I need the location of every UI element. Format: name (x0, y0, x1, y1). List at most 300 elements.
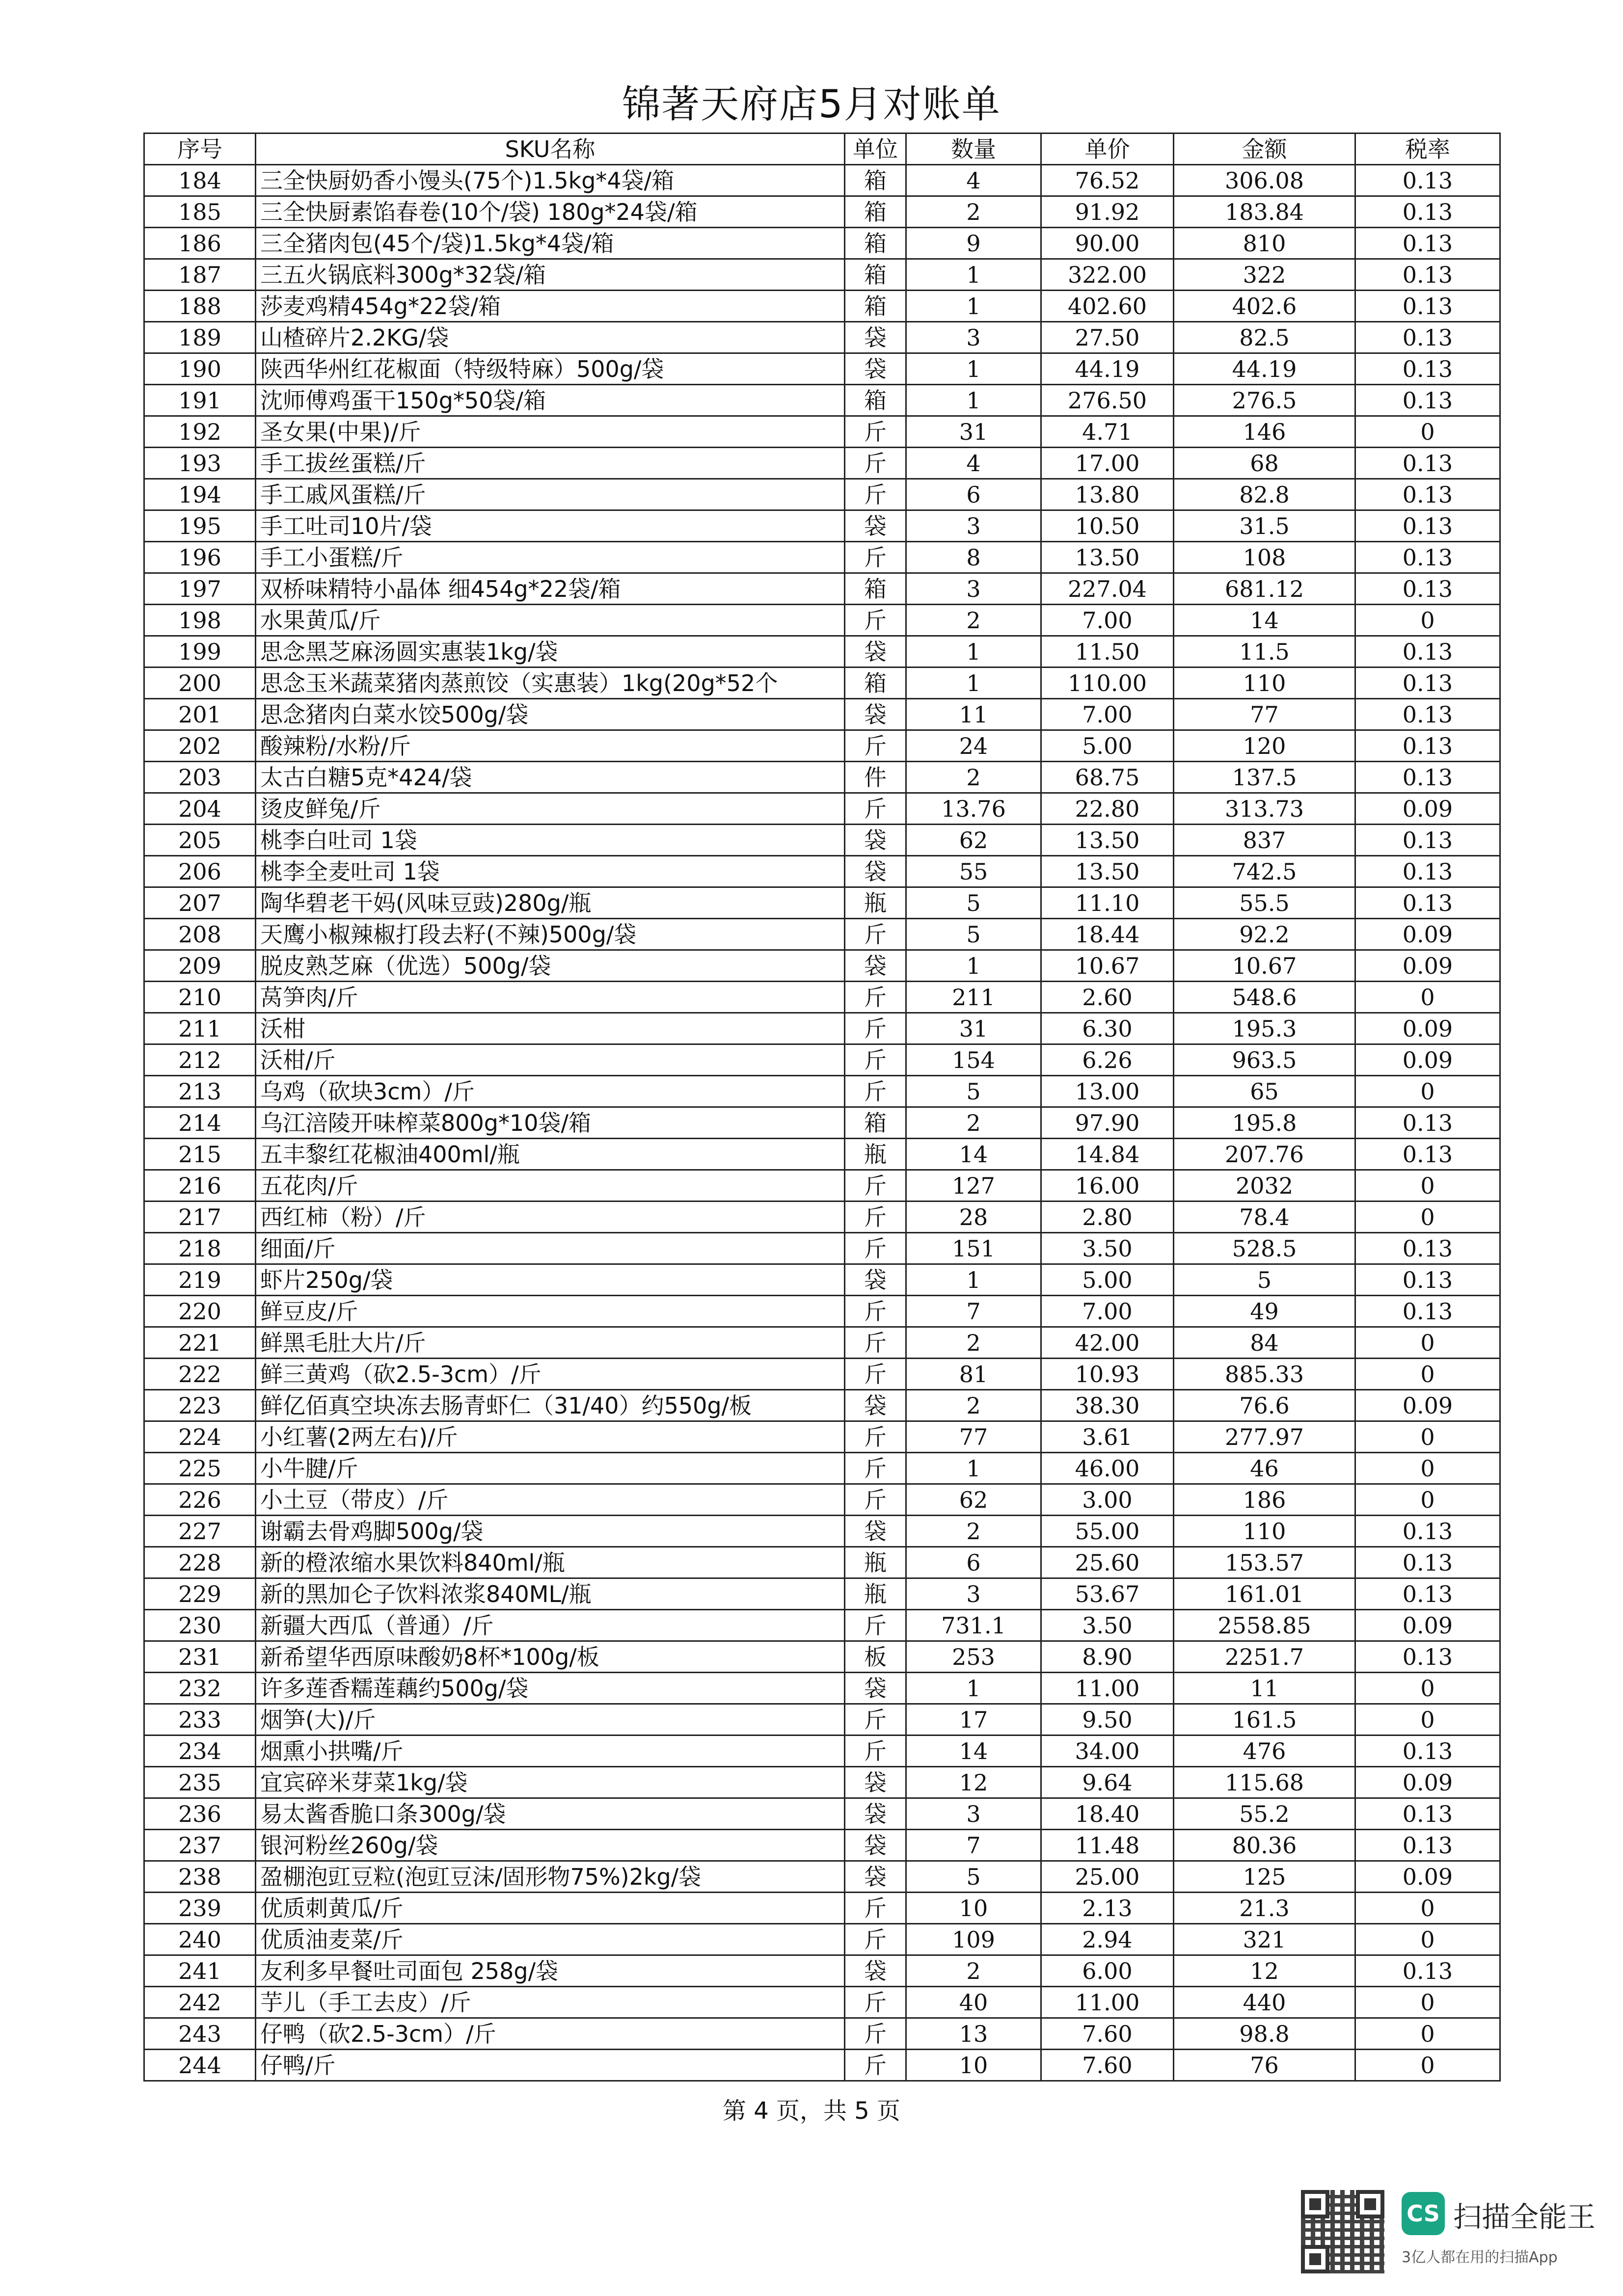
cell-quantity: 9 (906, 228, 1041, 259)
cell-tax-rate: 0.13 (1355, 448, 1500, 479)
table-row (144, 1987, 1500, 2018)
cell-tax-rate: 0 (1355, 2050, 1500, 2081)
cell-tax-rate: 0.13 (1355, 730, 1500, 762)
table-row (144, 228, 1500, 259)
table-row (144, 353, 1500, 385)
cell-amount: 195.8 (1174, 1107, 1355, 1139)
cell-tax-rate: 0.13 (1355, 1233, 1500, 1264)
cell-sku-name: 三五火锅底料300g*32袋/箱 (256, 259, 845, 291)
cell-seq: 228 (144, 1547, 256, 1578)
cell-seq: 209 (144, 950, 256, 982)
cell-tax-rate: 0 (1355, 416, 1500, 448)
cell-amount: 77 (1174, 699, 1355, 730)
cell-seq: 236 (144, 1798, 256, 1830)
cell-sku-name: 脱皮熟芝麻（优选）500g/袋 (256, 950, 845, 982)
cell-sku-name: 桃李全麦吐司 1袋 (256, 856, 845, 887)
cell-amount: 528.5 (1174, 1233, 1355, 1264)
table-row (144, 1830, 1500, 1861)
cell-tax-rate: 0 (1355, 1893, 1500, 1924)
cell-unit-price: 6.30 (1041, 1013, 1174, 1044)
cell-unit-price: 25.60 (1041, 1547, 1174, 1578)
cell-quantity: 8 (906, 542, 1041, 573)
cell-amount: 14 (1174, 605, 1355, 636)
cell-sku-name: 优质油麦菜/斤 (256, 1924, 845, 1955)
cell-seq: 243 (144, 2018, 256, 2050)
cell-unit: 斤 (845, 2050, 906, 2081)
cell-quantity: 13 (906, 2018, 1041, 2050)
cell-seq: 206 (144, 856, 256, 887)
table-row (144, 762, 1500, 793)
cell-amount: 161.01 (1174, 1578, 1355, 1610)
cell-unit: 袋 (845, 825, 906, 856)
column-header-amount: 金额 (1174, 133, 1355, 165)
cell-sku-name: 乌鸡（砍块3cm）/斤 (256, 1076, 845, 1107)
cell-amount: 46 (1174, 1453, 1355, 1484)
table-header-row (144, 133, 1500, 165)
cell-sku-name: 烫皮鲜兔/斤 (256, 793, 845, 825)
cell-seq: 201 (144, 699, 256, 730)
cell-tax-rate: 0 (1355, 1170, 1500, 1201)
cell-unit-price: 7.60 (1041, 2050, 1174, 2081)
cell-seq: 244 (144, 2050, 256, 2081)
cell-sku-name: 思念猪肉白菜水饺500g/袋 (256, 699, 845, 730)
cell-seq: 189 (144, 322, 256, 353)
cell-seq: 211 (144, 1013, 256, 1044)
cell-amount: 120 (1174, 730, 1355, 762)
cell-unit: 瓶 (845, 887, 906, 919)
cell-unit-price: 7.00 (1041, 1296, 1174, 1327)
camscanner-logo-icon: CS (1402, 2192, 1445, 2235)
cell-unit: 斤 (845, 730, 906, 762)
cell-quantity: 3 (906, 1798, 1041, 1830)
cell-unit-price: 46.00 (1041, 1453, 1174, 1484)
cell-unit-price: 55.00 (1041, 1516, 1174, 1547)
cell-amount: 92.2 (1174, 919, 1355, 950)
table-row (144, 1893, 1500, 1924)
cell-unit-price: 68.75 (1041, 762, 1174, 793)
cell-tax-rate: 0.13 (1355, 322, 1500, 353)
cell-amount: 84 (1174, 1327, 1355, 1359)
cell-unit: 斤 (845, 1296, 906, 1327)
cell-tax-rate: 0.13 (1355, 887, 1500, 919)
cell-seq: 215 (144, 1139, 256, 1170)
cell-unit: 箱 (845, 1107, 906, 1139)
cell-tax-rate: 0.09 (1355, 1610, 1500, 1641)
cell-seq: 229 (144, 1578, 256, 1610)
cell-unit: 袋 (845, 636, 906, 667)
cell-unit-price: 76.52 (1041, 165, 1174, 196)
cell-amount: 837 (1174, 825, 1355, 856)
cell-unit-price: 90.00 (1041, 228, 1174, 259)
cell-tax-rate: 0.13 (1355, 762, 1500, 793)
cell-unit-price: 13.50 (1041, 542, 1174, 573)
cell-sku-name: 优质刺黄瓜/斤 (256, 1893, 845, 1924)
cell-quantity: 3 (906, 1578, 1041, 1610)
table-row (144, 730, 1500, 762)
cell-unit-price: 2.60 (1041, 982, 1174, 1013)
table-row (144, 2050, 1500, 2081)
cell-unit: 斤 (845, 2018, 906, 2050)
cell-seq: 225 (144, 1453, 256, 1484)
cell-quantity: 5 (906, 1861, 1041, 1893)
table-row (144, 887, 1500, 919)
cell-unit: 瓶 (845, 1547, 906, 1578)
cell-quantity: 81 (906, 1359, 1041, 1390)
cell-unit: 袋 (845, 322, 906, 353)
cell-unit: 瓶 (845, 1578, 906, 1610)
cell-sku-name: 酸辣粉/水粉/斤 (256, 730, 845, 762)
cell-tax-rate: 0.13 (1355, 1641, 1500, 1673)
page-title: 锦著天府店5月对账单 (622, 82, 1001, 127)
table-row (144, 1924, 1500, 1955)
cell-unit: 斤 (845, 1359, 906, 1390)
cell-quantity: 10 (906, 2050, 1041, 2081)
cell-seq: 218 (144, 1233, 256, 1264)
cell-quantity: 2 (906, 1955, 1041, 1987)
table-row (144, 856, 1500, 887)
cell-unit-price: 276.50 (1041, 385, 1174, 416)
cell-sku-name: 新的橙浓缩水果饮料840ml/瓶 (256, 1547, 845, 1578)
cell-sku-name: 五花肉/斤 (256, 1170, 845, 1201)
table-row (144, 1201, 1500, 1233)
cell-quantity: 6 (906, 1547, 1041, 1578)
cell-unit-price: 6.00 (1041, 1955, 1174, 1987)
cell-quantity: 40 (906, 1987, 1041, 2018)
table-row (144, 1453, 1500, 1484)
cell-unit-price: 11.50 (1041, 636, 1174, 667)
cell-seq: 200 (144, 667, 256, 699)
cell-amount: 440 (1174, 1987, 1355, 2018)
cell-quantity: 2 (906, 1516, 1041, 1547)
cell-unit-price: 53.67 (1041, 1578, 1174, 1610)
cell-tax-rate: 0.13 (1355, 165, 1500, 196)
cell-sku-name: 太古白糖5克*424/袋 (256, 762, 845, 793)
cell-amount: 55.2 (1174, 1798, 1355, 1830)
cell-sku-name: 天鹰小椒辣椒打段去籽(不辣)500g/袋 (256, 919, 845, 950)
table-row (144, 479, 1500, 510)
cell-amount: 65 (1174, 1076, 1355, 1107)
table-row (144, 1484, 1500, 1516)
cell-seq: 219 (144, 1264, 256, 1296)
table-row (144, 1610, 1500, 1641)
cell-tax-rate: 0 (1355, 1453, 1500, 1484)
cell-seq: 221 (144, 1327, 256, 1359)
cell-amount: 98.8 (1174, 2018, 1355, 2050)
cell-seq: 232 (144, 1673, 256, 1704)
cell-unit: 斤 (845, 542, 906, 573)
cell-unit: 斤 (845, 1704, 906, 1735)
column-header-sku-name: SKU名称 (256, 133, 845, 165)
cell-tax-rate: 0.13 (1355, 479, 1500, 510)
cell-quantity: 1 (906, 1673, 1041, 1704)
table-row (144, 1798, 1500, 1830)
cell-unit: 袋 (845, 1264, 906, 1296)
cell-unit-price: 42.00 (1041, 1327, 1174, 1359)
cell-tax-rate: 0.13 (1355, 510, 1500, 542)
cell-unit-price: 9.50 (1041, 1704, 1174, 1735)
cell-tax-rate: 0.13 (1355, 1296, 1500, 1327)
cell-seq: 205 (144, 825, 256, 856)
cell-unit-price: 5.00 (1041, 1264, 1174, 1296)
cell-sku-name: 思念黑芝麻汤圆实惠装1kg/袋 (256, 636, 845, 667)
cell-unit-price: 10.93 (1041, 1359, 1174, 1390)
cell-unit: 箱 (845, 196, 906, 228)
cell-sku-name: 圣女果(中果)/斤 (256, 416, 845, 448)
table-row (144, 825, 1500, 856)
cell-unit-price: 110.00 (1041, 667, 1174, 699)
table-row (144, 1390, 1500, 1421)
cell-unit: 袋 (845, 1861, 906, 1893)
cell-unit-price: 10.67 (1041, 950, 1174, 982)
cell-unit-price: 3.50 (1041, 1610, 1174, 1641)
cell-sku-name: 鲜三黄鸡（砍2.5-3cm）/斤 (256, 1359, 845, 1390)
cell-amount: 742.5 (1174, 856, 1355, 887)
cell-unit: 袋 (845, 1955, 906, 1987)
cell-unit-price: 10.50 (1041, 510, 1174, 542)
cell-unit: 斤 (845, 1893, 906, 1924)
cell-unit: 袋 (845, 510, 906, 542)
cell-quantity: 5 (906, 1076, 1041, 1107)
cell-quantity: 109 (906, 1924, 1041, 1955)
cell-quantity: 1 (906, 667, 1041, 699)
cell-amount: 76.6 (1174, 1390, 1355, 1421)
table-row (144, 667, 1500, 699)
cell-unit-price: 11.10 (1041, 887, 1174, 919)
cell-amount: 963.5 (1174, 1044, 1355, 1076)
cell-sku-name: 三全快厨奶香小馒头(75个)1.5kg*4袋/箱 (256, 165, 845, 196)
cell-unit-price: 402.60 (1041, 291, 1174, 322)
cell-seq: 220 (144, 1296, 256, 1327)
cell-sku-name: 山楂碎片2.2KG/袋 (256, 322, 845, 353)
cell-sku-name: 陶华碧老干妈(风味豆豉)280g/瓶 (256, 887, 845, 919)
cell-unit: 斤 (845, 605, 906, 636)
cell-seq: 227 (144, 1516, 256, 1547)
cell-quantity: 2 (906, 1107, 1041, 1139)
cell-tax-rate: 0.09 (1355, 1767, 1500, 1798)
cell-amount: 82.8 (1174, 479, 1355, 510)
cell-sku-name: 水果黄瓜/斤 (256, 605, 845, 636)
cell-sku-name: 仔鸭/斤 (256, 2050, 845, 2081)
cell-sku-name: 鲜豆皮/斤 (256, 1296, 845, 1327)
cell-amount: 476 (1174, 1735, 1355, 1767)
cell-quantity: 24 (906, 730, 1041, 762)
cell-seq: 188 (144, 291, 256, 322)
cell-seq: 190 (144, 353, 256, 385)
cell-quantity: 127 (906, 1170, 1041, 1201)
table-row (144, 1076, 1500, 1107)
cell-sku-name: 友利多早餐吐司面包 258g/袋 (256, 1955, 845, 1987)
cell-seq: 187 (144, 259, 256, 291)
cell-sku-name: 莴笋肉/斤 (256, 982, 845, 1013)
cell-seq: 197 (144, 573, 256, 605)
cell-unit: 斤 (845, 1170, 906, 1201)
cell-tax-rate: 0 (1355, 1673, 1500, 1704)
cell-tax-rate: 0.13 (1355, 1139, 1500, 1170)
cell-amount: 2251.7 (1174, 1641, 1355, 1673)
cell-seq: 208 (144, 919, 256, 950)
cell-tax-rate: 0.09 (1355, 919, 1500, 950)
cell-amount: 313.73 (1174, 793, 1355, 825)
cell-tax-rate: 0 (1355, 1704, 1500, 1735)
cell-tax-rate: 0.13 (1355, 196, 1500, 228)
cell-amount: 115.68 (1174, 1767, 1355, 1798)
table-row (144, 322, 1500, 353)
cell-quantity: 211 (906, 982, 1041, 1013)
cell-unit-price: 18.40 (1041, 1798, 1174, 1830)
cell-sku-name: 沃柑 (256, 1013, 845, 1044)
cell-sku-name: 虾片250g/袋 (256, 1264, 845, 1296)
cell-seq: 223 (144, 1390, 256, 1421)
cell-seq: 238 (144, 1861, 256, 1893)
cell-quantity: 2 (906, 762, 1041, 793)
cell-unit-price: 6.26 (1041, 1044, 1174, 1076)
cell-unit: 箱 (845, 291, 906, 322)
cell-unit-price: 7.00 (1041, 699, 1174, 730)
table-row (144, 416, 1500, 448)
table-row (144, 1044, 1500, 1076)
cell-tax-rate: 0 (1355, 605, 1500, 636)
cell-tax-rate: 0.13 (1355, 856, 1500, 887)
cell-unit-price: 22.80 (1041, 793, 1174, 825)
cell-sku-name: 双桥味精特小晶体 细454g*22袋/箱 (256, 573, 845, 605)
cell-unit: 箱 (845, 573, 906, 605)
cell-amount: 80.36 (1174, 1830, 1355, 1861)
table-row (144, 1704, 1500, 1735)
cell-amount: 2558.85 (1174, 1610, 1355, 1641)
cell-unit: 斤 (845, 1013, 906, 1044)
cell-sku-name: 五丰黎红花椒油400ml/瓶 (256, 1139, 845, 1170)
cell-sku-name: 鲜亿佰真空块冻去肠青虾仁（31/40）约550g/板 (256, 1390, 845, 1421)
cell-sku-name: 三全快厨素馅春卷(10个/袋) 180g*24袋/箱 (256, 196, 845, 228)
cell-sku-name: 沈师傅鸡蛋干150g*50袋/箱 (256, 385, 845, 416)
cell-seq: 203 (144, 762, 256, 793)
cell-sku-name: 新希望华西原味酸奶8杯*100g/板 (256, 1641, 845, 1673)
cell-seq: 239 (144, 1893, 256, 1924)
cell-amount: 11 (1174, 1673, 1355, 1704)
cell-seq: 210 (144, 982, 256, 1013)
table-row (144, 1264, 1500, 1296)
cell-tax-rate: 0 (1355, 1359, 1500, 1390)
cell-amount: 548.6 (1174, 982, 1355, 1013)
cell-amount: 277.97 (1174, 1421, 1355, 1453)
cell-seq: 184 (144, 165, 256, 196)
cell-sku-name: 陕西华州红花椒面（特级特麻）500g/袋 (256, 353, 845, 385)
table-row (144, 1421, 1500, 1453)
cell-sku-name: 芋儿（手工去皮）/斤 (256, 1987, 845, 2018)
cell-seq: 207 (144, 887, 256, 919)
table-row (144, 1735, 1500, 1767)
cell-amount: 137.5 (1174, 762, 1355, 793)
cell-tax-rate: 0.09 (1355, 793, 1500, 825)
cell-quantity: 5 (906, 887, 1041, 919)
cell-tax-rate: 0 (1355, 982, 1500, 1013)
cell-sku-name: 三全猪肉包(45个/袋)1.5kg*4袋/箱 (256, 228, 845, 259)
column-header-unit: 单位 (845, 133, 906, 165)
cell-unit: 箱 (845, 259, 906, 291)
table-row (144, 1139, 1500, 1170)
cell-quantity: 31 (906, 416, 1041, 448)
cell-tax-rate: 0.13 (1355, 667, 1500, 699)
cell-tax-rate: 0.09 (1355, 1861, 1500, 1893)
cell-unit: 袋 (845, 1516, 906, 1547)
cell-unit-price: 14.84 (1041, 1139, 1174, 1170)
cell-unit-price: 25.00 (1041, 1861, 1174, 1893)
cell-sku-name: 谢霸去骨鸡脚500g/袋 (256, 1516, 845, 1547)
cell-seq: 235 (144, 1767, 256, 1798)
table-row (144, 165, 1500, 196)
cell-unit: 袋 (845, 1390, 906, 1421)
cell-unit: 斤 (845, 1610, 906, 1641)
cell-amount: 207.76 (1174, 1139, 1355, 1170)
table-row (144, 1578, 1500, 1610)
cell-tax-rate: 0.13 (1355, 1107, 1500, 1139)
cell-unit: 斤 (845, 479, 906, 510)
table-row (144, 982, 1500, 1013)
cell-quantity: 4 (906, 165, 1041, 196)
cell-tax-rate: 0.09 (1355, 1013, 1500, 1044)
cell-unit: 袋 (845, 699, 906, 730)
cell-seq: 186 (144, 228, 256, 259)
table-row (144, 1547, 1500, 1578)
cell-tax-rate: 0.13 (1355, 636, 1500, 667)
cell-amount: 110 (1174, 1516, 1355, 1547)
cell-quantity: 253 (906, 1641, 1041, 1673)
page-indicator: 第 4 页，共 5 页 (722, 2097, 901, 2125)
cell-unit: 袋 (845, 1673, 906, 1704)
cell-seq: 230 (144, 1610, 256, 1641)
cell-quantity: 1 (906, 259, 1041, 291)
column-header-quantity: 数量 (906, 133, 1041, 165)
cell-amount: 125 (1174, 1861, 1355, 1893)
watermark-tagline: 3亿人都在用的扫描App (1402, 2249, 1558, 2266)
cell-quantity: 154 (906, 1044, 1041, 1076)
table-row (144, 1516, 1500, 1547)
cell-quantity: 6 (906, 479, 1041, 510)
cell-unit: 件 (845, 762, 906, 793)
cell-quantity: 11 (906, 699, 1041, 730)
table-row (144, 1673, 1500, 1704)
cell-quantity: 14 (906, 1139, 1041, 1170)
cell-unit: 斤 (845, 448, 906, 479)
cell-amount: 108 (1174, 542, 1355, 573)
cell-seq: 224 (144, 1421, 256, 1453)
cell-unit-price: 2.80 (1041, 1201, 1174, 1233)
cell-tax-rate: 0.09 (1355, 950, 1500, 982)
cell-unit: 斤 (845, 1327, 906, 1359)
cell-sku-name: 烟熏小拱嘴/斤 (256, 1735, 845, 1767)
cell-tax-rate: 0.13 (1355, 1578, 1500, 1610)
cell-quantity: 12 (906, 1767, 1041, 1798)
cell-unit: 袋 (845, 353, 906, 385)
cell-tax-rate: 0.13 (1355, 1516, 1500, 1547)
cell-unit-price: 11.00 (1041, 1987, 1174, 2018)
cell-amount: 44.19 (1174, 353, 1355, 385)
cell-sku-name: 许多莲香糯莲藕约500g/袋 (256, 1673, 845, 1704)
cell-unit-price: 13.00 (1041, 1076, 1174, 1107)
cell-unit: 斤 (845, 1076, 906, 1107)
cell-seq: 194 (144, 479, 256, 510)
table-row (144, 196, 1500, 228)
cell-seq: 193 (144, 448, 256, 479)
cell-seq: 202 (144, 730, 256, 762)
cell-amount: 321 (1174, 1924, 1355, 1955)
cell-seq: 234 (144, 1735, 256, 1767)
cell-tax-rate: 0.13 (1355, 573, 1500, 605)
cell-amount: 21.3 (1174, 1893, 1355, 1924)
cell-seq: 233 (144, 1704, 256, 1735)
cell-sku-name: 西红柿（粉）/斤 (256, 1201, 845, 1233)
cell-unit: 斤 (845, 1987, 906, 2018)
